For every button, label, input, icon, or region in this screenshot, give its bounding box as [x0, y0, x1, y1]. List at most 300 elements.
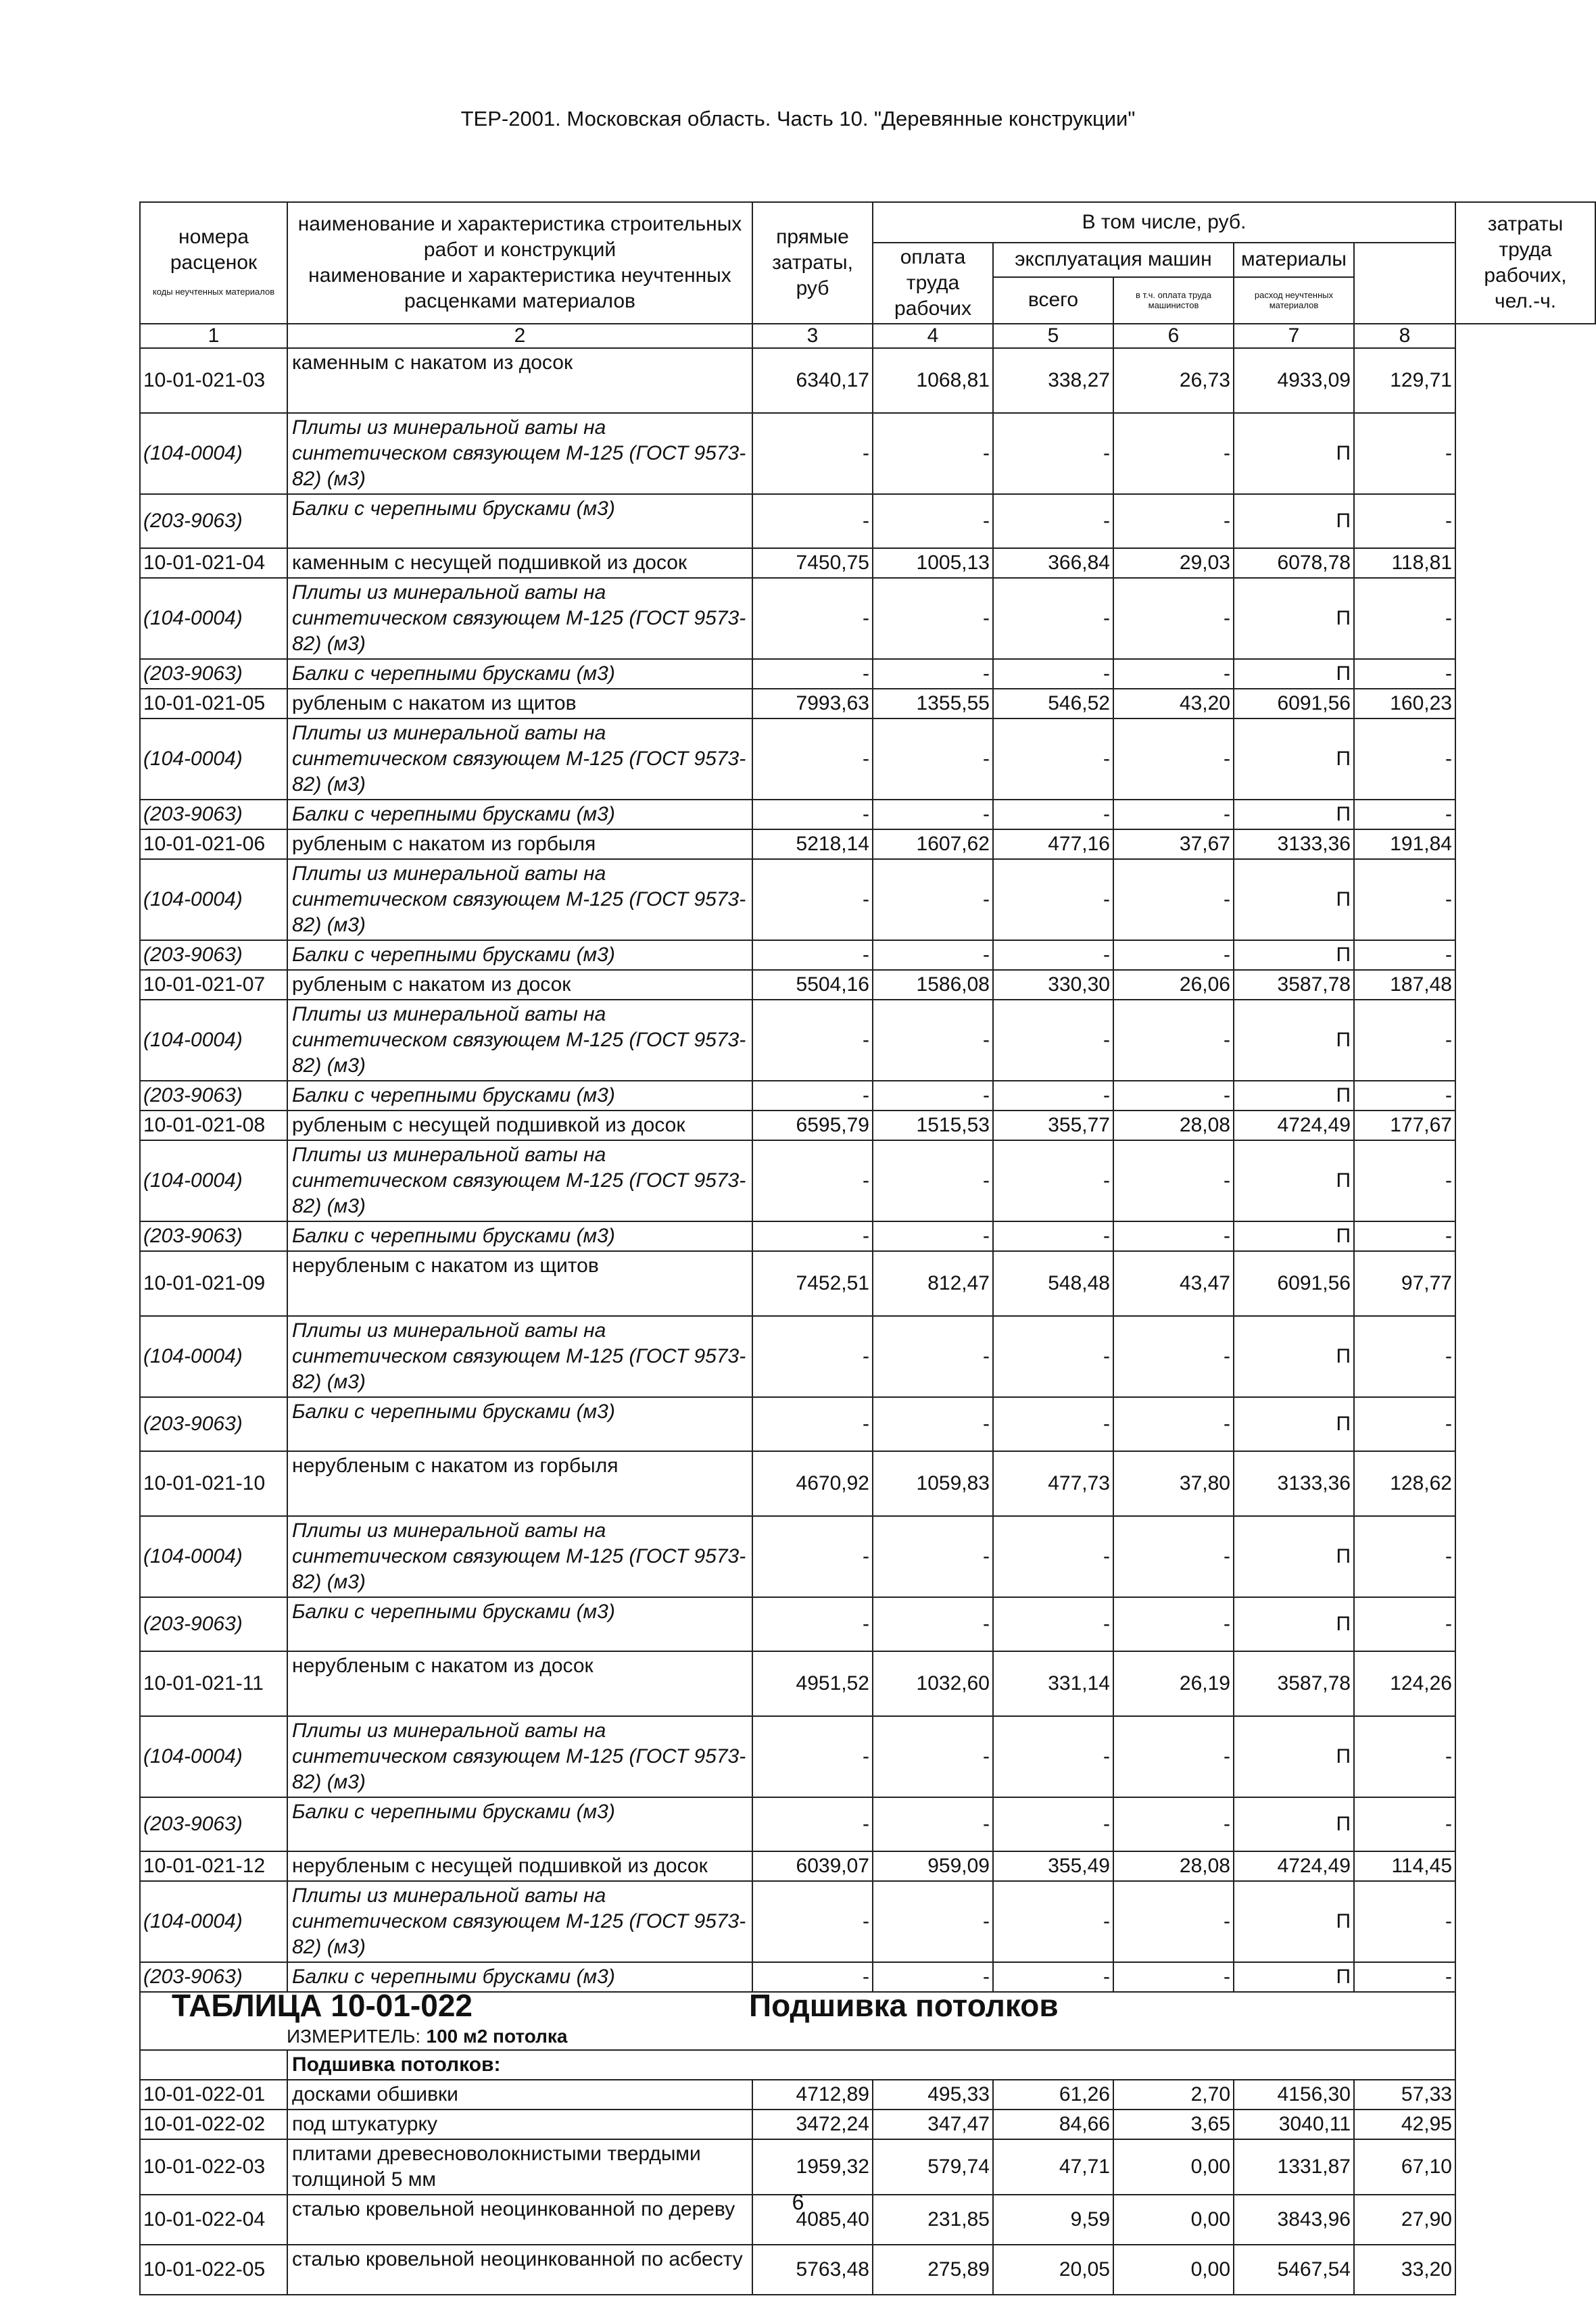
rate-machinist-wages: 28,08	[1113, 1111, 1234, 1140]
rate-direct: 7452,51	[752, 1251, 873, 1316]
material-code: (104-0004)	[140, 413, 287, 494]
ceiling-rate-machinist-wages: 0,00	[1113, 2139, 1234, 2195]
material-value-dash: -	[752, 1397, 873, 1451]
material-value-dash: -	[1113, 1597, 1234, 1651]
material-value-dash: -	[1354, 1081, 1455, 1111]
material-row	[140, 1962, 1595, 1992]
material-value-p: П	[1234, 1516, 1354, 1597]
material-code: (203-9063)	[140, 494, 287, 548]
material-value-p: П	[1234, 1716, 1354, 1797]
material-value-dash: -	[1113, 800, 1234, 829]
material-value-dash: -	[752, 1716, 873, 1797]
material-value-dash: -	[873, 1316, 993, 1397]
material-value-p: П	[1234, 494, 1354, 548]
ceiling-rate-wages: 579,74	[873, 2139, 993, 2195]
ceiling-rate-labor: 42,95	[1354, 2110, 1455, 2139]
column-number: 7	[1234, 324, 1354, 348]
rate-code: 10-01-021-03	[140, 348, 287, 413]
material-row	[140, 1081, 1595, 1111]
material-value-dash: -	[1354, 494, 1455, 548]
material-value-p: П	[1234, 1881, 1354, 1962]
rate-name: рубленым с несущей подшивкой из досок	[287, 1111, 752, 1140]
rate-labor: 160,23	[1354, 689, 1455, 718]
material-code: (203-9063)	[140, 659, 287, 689]
material-value-dash: -	[873, 494, 993, 548]
material-row	[140, 1000, 1595, 1081]
ceiling-rate-labor: 33,20	[1354, 2245, 1455, 2295]
rate-direct: 7450,75	[752, 548, 873, 578]
material-value-dash: -	[873, 800, 993, 829]
rate-wages: 1586,08	[873, 970, 993, 1000]
header-materials: материалы	[1234, 243, 1354, 277]
rate-code: 10-01-021-07	[140, 970, 287, 1000]
material-value-p: П	[1234, 1081, 1354, 1111]
material-value-dash: -	[873, 1140, 993, 1221]
ceiling-rate-machinist-wages: 0,00	[1113, 2245, 1234, 2295]
material-value-dash: -	[993, 800, 1113, 829]
material-value-dash: -	[1354, 1962, 1455, 1992]
material-name: Плиты из минеральной ваты на синтетическом связующем М-125 (ГОСТ 9573-82) (м3)	[287, 1140, 752, 1221]
material-name: Балки с черепными брусками (м3)	[287, 940, 752, 970]
rate-wages: 812,47	[873, 1251, 993, 1316]
material-code: (203-9063)	[140, 1397, 287, 1451]
ceiling-rate-code: 10-01-022-01	[140, 2080, 287, 2110]
material-code: (104-0004)	[140, 1316, 287, 1397]
ceiling-rate-wages: 275,89	[873, 2245, 993, 2295]
header-number-row	[140, 324, 1595, 348]
header-name-sub-label: наименование и характеристика неучтенных расценками материалов	[308, 264, 731, 312]
rate-row	[140, 829, 1595, 859]
section-title-line	[145, 1994, 1451, 2025]
rate-machinist-wages: 37,67	[1113, 829, 1234, 859]
rate-wages: 1515,53	[873, 1111, 993, 1140]
rate-code: 10-01-021-04	[140, 548, 287, 578]
ceiling-rate-materials: 3040,11	[1234, 2110, 1354, 2139]
material-name: Балки с черепными брусками (м3)	[287, 1962, 752, 1992]
material-row	[140, 940, 1595, 970]
material-value-p: П	[1234, 1221, 1354, 1251]
material-value-dash: -	[993, 1140, 1113, 1221]
rate-name: нерубленым с несущей подшивкой из досок	[287, 1851, 752, 1881]
material-row	[140, 1516, 1595, 1597]
material-name: Балки с черепными брусками (м3)	[287, 1597, 752, 1651]
header-name-label: наименование и характеристика строительных работ и конструкций	[297, 213, 742, 261]
material-value-p: П	[1234, 659, 1354, 689]
rate-machinist-wages: 26,19	[1113, 1651, 1234, 1716]
ceiling-rate-row	[140, 2139, 1595, 2195]
rate-direct: 5504,16	[752, 970, 873, 1000]
section-table-label: ТАБЛИЦА 10-01-022	[172, 1992, 473, 2023]
material-value-dash: -	[993, 1797, 1113, 1851]
ceiling-rate-name: сталью кровельной неоцинкованной по дереву	[287, 2195, 752, 2245]
rate-row	[140, 1451, 1595, 1516]
rate-code: 10-01-021-11	[140, 1651, 287, 1716]
ceiling-rate-wages: 495,33	[873, 2080, 993, 2110]
material-value-dash: -	[1113, 1316, 1234, 1397]
material-name: Плиты из минеральной ваты на синтетическом связующем М-125 (ГОСТ 9573-82) (м3)	[287, 1716, 752, 1797]
ceiling-rate-materials: 3843,96	[1234, 2195, 1354, 2245]
column-number: 4	[873, 324, 993, 348]
rate-name: рубленым с накатом из досок	[287, 970, 752, 1000]
rate-machine-total: 477,16	[993, 829, 1113, 859]
document-title: ТЕР-2001. Московская область. Часть 10. "Деревянные конструкции"	[460, 107, 1136, 130]
material-name: Балки с черепными брусками (м3)	[287, 1797, 752, 1851]
material-value-dash: -	[1354, 1797, 1455, 1851]
rate-materials: 4933,09	[1234, 348, 1354, 413]
material-value-dash: -	[1113, 718, 1234, 800]
material-row	[140, 718, 1595, 800]
rate-materials: 3133,36	[1234, 1451, 1354, 1516]
material-value-dash: -	[873, 1962, 993, 1992]
material-row	[140, 1316, 1595, 1397]
column-number: 3	[752, 324, 873, 348]
section-header	[140, 1992, 1455, 2050]
material-code: (203-9063)	[140, 800, 287, 829]
material-value-dash: -	[1113, 859, 1234, 940]
ceiling-rate-materials: 1331,87	[1234, 2139, 1354, 2195]
header-machine-total: всего	[993, 277, 1113, 324]
column-number: 2	[287, 324, 752, 348]
material-value-dash: -	[993, 859, 1113, 940]
material-value-dash: -	[1113, 1962, 1234, 1992]
header-labor-costs: затраты труда рабочих, чел.-ч.	[1455, 202, 1595, 324]
material-code: (203-9063)	[140, 1597, 287, 1651]
column-number: 5	[993, 324, 1113, 348]
rate-materials: 3133,36	[1234, 829, 1354, 859]
material-value-dash: -	[752, 1140, 873, 1221]
section-header-row	[140, 1992, 1595, 2050]
material-value-dash: -	[1113, 940, 1234, 970]
material-value-dash: -	[873, 1000, 993, 1081]
rate-wages: 1032,60	[873, 1651, 993, 1716]
ceiling-rate-code: 10-01-022-02	[140, 2110, 287, 2139]
rate-row	[140, 970, 1595, 1000]
material-name: Плиты из минеральной ваты на синтетическом связующем М-125 (ГОСТ 9573-82) (м3)	[287, 1516, 752, 1597]
material-row	[140, 1881, 1595, 1962]
ceiling-rate-machine-total: 20,05	[993, 2245, 1113, 2295]
material-value-dash: -	[1354, 578, 1455, 659]
material-value-dash: -	[1113, 1140, 1234, 1221]
material-value-dash: -	[752, 1597, 873, 1651]
ceiling-rate-row	[140, 2110, 1595, 2139]
rate-labor: 128,62	[1354, 1451, 1455, 1516]
material-name: Плиты из минеральной ваты на синтетическом связующем М-125 (ГОСТ 9573-82) (м3)	[287, 1000, 752, 1081]
column-number: 6	[1113, 324, 1234, 348]
group-title-row	[140, 2050, 1595, 2080]
header-including: В том числе, руб.	[873, 202, 1455, 243]
material-value-dash: -	[1113, 413, 1234, 494]
ceiling-rate-labor: 27,90	[1354, 2195, 1455, 2245]
ceiling-rate-machinist-wages: 0,00	[1113, 2195, 1234, 2245]
material-value-dash: -	[1354, 1716, 1455, 1797]
material-value-dash: -	[752, 578, 873, 659]
rate-name: каменным с несущей подшивкой из досок	[287, 548, 752, 578]
ceiling-rate-name: плитами древесноволокнистыми твердыми толщиной 5 мм	[287, 2139, 752, 2195]
section-title: Подшивка потолков	[749, 1992, 1059, 2023]
material-value-dash: -	[873, 578, 993, 659]
rate-machine-total: 355,49	[993, 1851, 1113, 1881]
rate-wages: 959,09	[873, 1851, 993, 1881]
rate-labor: 114,45	[1354, 1851, 1455, 1881]
material-row	[140, 1716, 1595, 1797]
material-value-dash: -	[1113, 1716, 1234, 1797]
material-value-p: П	[1234, 1140, 1354, 1221]
material-name: Балки с черепными брусками (м3)	[287, 659, 752, 689]
material-value-p: П	[1234, 1000, 1354, 1081]
ceiling-rate-row	[140, 2245, 1595, 2295]
material-value-dash: -	[873, 1516, 993, 1597]
material-row	[140, 859, 1595, 940]
header-name-cell	[287, 202, 752, 324]
material-value-dash: -	[1354, 940, 1455, 970]
rate-materials: 3587,78	[1234, 970, 1354, 1000]
material-name: Плиты из минеральной ваты на синтетическом связующем М-125 (ГОСТ 9573-82) (м3)	[287, 413, 752, 494]
ceiling-rate-direct: 5763,48	[752, 2245, 873, 2295]
rate-materials: 4724,49	[1234, 1851, 1354, 1881]
material-row	[140, 413, 1595, 494]
material-value-dash: -	[1113, 1081, 1234, 1111]
rate-labor: 129,71	[1354, 348, 1455, 413]
rate-labor: 187,48	[1354, 970, 1455, 1000]
rate-row	[140, 689, 1595, 718]
material-value-p: П	[1234, 940, 1354, 970]
material-name: Плиты из минеральной ваты на синтетическом связующем М-125 (ГОСТ 9573-82) (м3)	[287, 1316, 752, 1397]
header-row	[140, 202, 1595, 243]
ceiling-rate-materials: 5467,54	[1234, 2245, 1354, 2295]
column-number: 1	[140, 324, 287, 348]
rate-direct: 7993,63	[752, 689, 873, 718]
ceiling-rate-row	[140, 2080, 1595, 2110]
material-value-dash: -	[752, 1000, 873, 1081]
ceiling-rate-code: 10-01-022-04	[140, 2195, 287, 2245]
material-value-dash: -	[1113, 1881, 1234, 1962]
material-value-dash: -	[1113, 494, 1234, 548]
material-value-dash: -	[752, 859, 873, 940]
rate-wages: 1607,62	[873, 829, 993, 859]
rate-direct: 6340,17	[752, 348, 873, 413]
material-value-p: П	[1234, 800, 1354, 829]
material-value-p: П	[1234, 1962, 1354, 1992]
rate-labor: 118,81	[1354, 548, 1455, 578]
rate-machine-total: 477,73	[993, 1451, 1113, 1516]
material-value-dash: -	[993, 1221, 1113, 1251]
material-value-dash: -	[752, 1081, 873, 1111]
rate-labor: 191,84	[1354, 829, 1455, 859]
material-row	[140, 1797, 1595, 1851]
rates-table	[139, 201, 1596, 2295]
material-value-dash: -	[993, 1316, 1113, 1397]
rate-wages: 1059,83	[873, 1451, 993, 1516]
measure-label: ИЗМЕРИТЕЛЬ:	[287, 2026, 421, 2047]
material-code: (104-0004)	[140, 718, 287, 800]
rate-direct: 4670,92	[752, 1451, 873, 1516]
material-name: Балки с черепными брусками (м3)	[287, 1221, 752, 1251]
rate-wages: 1068,81	[873, 348, 993, 413]
group-title-spacer	[140, 2050, 287, 2080]
ceiling-rate-name: сталью кровельной неоцинкованной по асбесту	[287, 2245, 752, 2295]
material-row	[140, 1140, 1595, 1221]
material-value-dash: -	[1354, 1397, 1455, 1451]
rate-machinist-wages: 43,47	[1113, 1251, 1234, 1316]
material-code: (203-9063)	[140, 1221, 287, 1251]
material-row	[140, 1597, 1595, 1651]
rate-code: 10-01-021-08	[140, 1111, 287, 1140]
rate-materials: 6078,78	[1234, 548, 1354, 578]
material-code: (104-0004)	[140, 1716, 287, 1797]
material-value-p: П	[1234, 1597, 1354, 1651]
header-material-consumption: расход неучтенных материалов	[1234, 277, 1354, 324]
rate-materials: 4724,49	[1234, 1111, 1354, 1140]
material-value-dash: -	[993, 1962, 1113, 1992]
material-value-dash: -	[993, 413, 1113, 494]
rate-name: рубленым с накатом из щитов	[287, 689, 752, 718]
ceiling-rate-wages: 231,85	[873, 2195, 993, 2245]
material-value-dash: -	[873, 1597, 993, 1651]
rate-materials: 6091,56	[1234, 1251, 1354, 1316]
rate-row	[140, 1251, 1595, 1316]
rate-row	[140, 1111, 1595, 1140]
rate-code: 10-01-021-12	[140, 1851, 287, 1881]
header-machine-operation: эксплуатация машин	[993, 243, 1234, 277]
rate-name: рубленым с накатом из горбыля	[287, 829, 752, 859]
material-value-p: П	[1234, 1316, 1354, 1397]
rate-labor: 97,77	[1354, 1251, 1455, 1316]
material-code: (203-9063)	[140, 1081, 287, 1111]
material-value-dash: -	[752, 1316, 873, 1397]
material-value-p: П	[1234, 578, 1354, 659]
material-value-dash: -	[1354, 1221, 1455, 1251]
material-code: (104-0004)	[140, 1140, 287, 1221]
ceiling-rate-direct: 3472,24	[752, 2110, 873, 2139]
section-measure-line	[145, 2025, 1451, 2048]
rate-row	[140, 1651, 1595, 1716]
material-value-dash: -	[1354, 1316, 1455, 1397]
rate-machinist-wages: 28,08	[1113, 1851, 1234, 1881]
material-value-dash: -	[752, 1221, 873, 1251]
material-value-dash: -	[873, 413, 993, 494]
rate-code: 10-01-021-10	[140, 1451, 287, 1516]
material-value-p: П	[1234, 1397, 1354, 1451]
material-value-dash: -	[1113, 578, 1234, 659]
material-name: Плиты из минеральной ваты на синтетическом связующем М-125 (ГОСТ 9573-82) (м3)	[287, 859, 752, 940]
rate-labor: 177,67	[1354, 1111, 1455, 1140]
header-machinist-wages: в т.ч. оплата труда машинистов	[1113, 277, 1234, 324]
ceiling-rate-direct: 1959,32	[752, 2139, 873, 2195]
ceiling-rate-machine-total: 47,71	[993, 2139, 1113, 2195]
column-number: 8	[1354, 324, 1455, 348]
rate-machine-total: 366,84	[993, 548, 1113, 578]
material-value-dash: -	[993, 1000, 1113, 1081]
material-value-dash: -	[1354, 1000, 1455, 1081]
rate-row	[140, 348, 1595, 413]
material-value-dash: -	[993, 1516, 1113, 1597]
material-code: (104-0004)	[140, 859, 287, 940]
header-code-cell	[140, 202, 287, 324]
ceiling-rate-direct: 4085,40	[752, 2195, 873, 2245]
page-number: 6	[792, 2190, 804, 2214]
material-value-dash: -	[752, 1962, 873, 1992]
material-value-dash: -	[873, 1221, 993, 1251]
rate-machine-total: 338,27	[993, 348, 1113, 413]
rate-name: каменным с накатом из досок	[287, 348, 752, 413]
material-value-dash: -	[993, 1881, 1113, 1962]
material-row	[140, 1397, 1595, 1451]
material-value-dash: -	[752, 1797, 873, 1851]
material-code: (203-9063)	[140, 1962, 287, 1992]
material-value-dash: -	[752, 800, 873, 829]
material-value-dash: -	[993, 578, 1113, 659]
material-value-dash: -	[993, 494, 1113, 548]
material-name: Балки с черепными брусками (м3)	[287, 800, 752, 829]
material-value-dash: -	[752, 940, 873, 970]
material-code: (104-0004)	[140, 578, 287, 659]
material-value-dash: -	[1354, 413, 1455, 494]
material-name: Балки с черепными брусками (м3)	[287, 1397, 752, 1451]
material-value-dash: -	[1354, 859, 1455, 940]
ceiling-rate-machinist-wages: 3,65	[1113, 2110, 1234, 2139]
rate-direct: 6039,07	[752, 1851, 873, 1881]
rate-materials: 6091,56	[1234, 689, 1354, 718]
rate-direct: 5218,14	[752, 829, 873, 859]
rate-direct: 4951,52	[752, 1651, 873, 1716]
rate-machinist-wages: 26,73	[1113, 348, 1234, 413]
material-value-dash: -	[1113, 659, 1234, 689]
material-value-dash: -	[1354, 1516, 1455, 1597]
material-name: Балки с черепными брусками (м3)	[287, 494, 752, 548]
material-value-dash: -	[1354, 1597, 1455, 1651]
rate-machinist-wages: 26,06	[1113, 970, 1234, 1000]
material-value-p: П	[1234, 718, 1354, 800]
material-value-dash: -	[1354, 1881, 1455, 1962]
material-value-dash: -	[993, 659, 1113, 689]
rate-machinist-wages: 37,80	[1113, 1451, 1234, 1516]
material-value-p: П	[1234, 1797, 1354, 1851]
material-value-dash: -	[1113, 1000, 1234, 1081]
material-row	[140, 800, 1595, 829]
material-code: (104-0004)	[140, 1516, 287, 1597]
header-direct-costs: прямые затраты, руб	[752, 202, 873, 324]
material-value-dash: -	[993, 940, 1113, 970]
material-value-dash: -	[873, 1397, 993, 1451]
material-name: Плиты из минеральной ваты на синтетическом связующем М-125 (ГОСТ 9573-82) (м3)	[287, 718, 752, 800]
rate-code: 10-01-021-06	[140, 829, 287, 859]
rate-machine-total: 546,52	[993, 689, 1113, 718]
ceiling-rate-labor: 67,10	[1354, 2139, 1455, 2195]
material-value-dash: -	[1354, 800, 1455, 829]
material-value-p: П	[1234, 413, 1354, 494]
ceiling-rate-code: 10-01-022-05	[140, 2245, 287, 2295]
material-value-dash: -	[873, 859, 993, 940]
rate-name: нерубленым с накатом из горбыля	[287, 1451, 752, 1516]
rate-machine-total: 548,48	[993, 1251, 1113, 1316]
material-value-dash: -	[993, 1716, 1113, 1797]
material-value-dash: -	[873, 1797, 993, 1851]
rate-name: нерубленым с накатом из досок	[287, 1651, 752, 1716]
material-value-dash: -	[993, 718, 1113, 800]
material-value-dash: -	[1354, 718, 1455, 800]
ceiling-rate-machine-total: 9,59	[993, 2195, 1113, 2245]
measure-value: 100 м2 потолка	[426, 2026, 568, 2047]
ceiling-rate-materials: 4156,30	[1234, 2080, 1354, 2110]
material-value-dash: -	[752, 718, 873, 800]
material-code: (104-0004)	[140, 1881, 287, 1962]
material-row	[140, 494, 1595, 548]
header-code-sub-label: коды неучтенных материалов	[152, 287, 275, 297]
material-value-dash: -	[1113, 1221, 1234, 1251]
material-value-dash: -	[873, 940, 993, 970]
material-row	[140, 578, 1595, 659]
material-value-dash: -	[1113, 1516, 1234, 1597]
